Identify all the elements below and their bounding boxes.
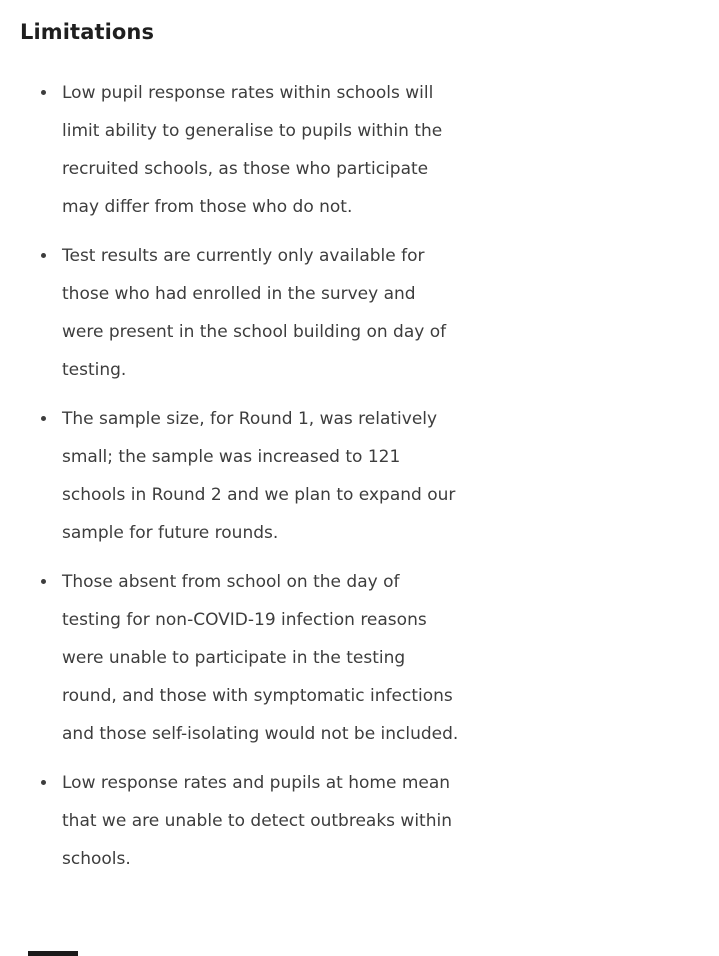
section-heading: Limitations <box>20 20 155 44</box>
list-item: • Test results are currently only available for those who had enrolled in the survey and were present in the school building on day of testing. <box>58 237 460 389</box>
list-item: • Low pupil response rates within schools will limit ability to generalise to pupils within the recruited schools, as those who participate may differ from those who do not. <box>58 74 460 226</box>
limitations-list <box>20 74 460 878</box>
list-item: • Low response rates and pupils at home mean that we are unable to detect outbreaks within schools. <box>58 764 460 878</box>
list-item: • The sample size, for Round 1, was relatively small; the sample was increased to 121 schools in Round 2 and we plan to expand our sample for future rounds. <box>58 400 460 552</box>
next-section-cutoff <box>28 951 78 956</box>
list-item: • Those absent from school on the day of testing for non-COVID-19 infection reasons were unable to participate in the testing round, and those with symptomatic infections and those self-isolating would not be included. <box>58 563 460 753</box>
